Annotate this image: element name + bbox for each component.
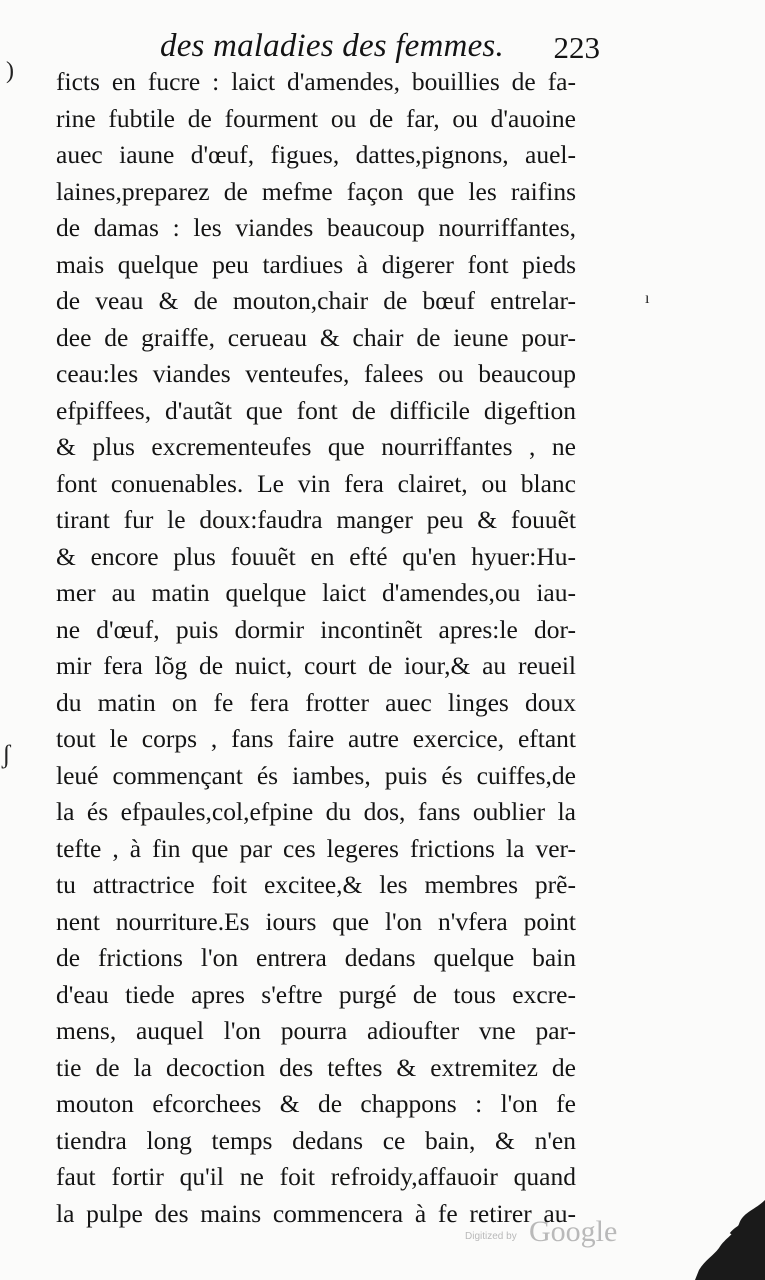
text-line: leué commençant és iambes, puis és cuiffes,de <box>56 760 576 790</box>
text-line: font conuenables. Le vin fera clairet, ou blanc <box>56 468 576 498</box>
text-line: tiendra long temps dedans ce bain, & n'en <box>56 1125 576 1155</box>
text-line: dee de graiffe, cerueau & chair de ieune pour- <box>56 322 576 352</box>
text-line: mir fera lõg de nuict, court de iour,& au reueil <box>56 651 576 680</box>
text-line: faut fortir qu'il ne foit refroidy,affauoir quand <box>56 1162 576 1191</box>
digitized-watermark <box>465 1215 635 1255</box>
text-line: mens, auquel l'on pourra adioufter vne par- <box>56 1016 576 1045</box>
text-line: la pulpe des mains commencera à fe retirer au- <box>56 1198 576 1228</box>
margin-mark: ʃ <box>2 740 11 769</box>
text-line: d'eau tiede apres s'eftre purgé de tous excre- <box>56 979 576 1009</box>
text-line: nent nourriture.Es iours que l'on n'vfera point <box>56 906 576 936</box>
text-line: laines,preparez de mefme façon que les raifins <box>56 176 576 206</box>
watermark-prefix: Digitized by <box>465 1231 517 1242</box>
text-line: tefte , à fin que par ces legeres frictions la ver- <box>56 833 576 863</box>
text-line: tu attractrice foit excitee,& les membres prẽ- <box>56 870 576 899</box>
text-line: auec iaune d'œuf, figues, dattes,pignons, auel- <box>56 140 576 169</box>
google-logo: Google <box>529 1215 618 1248</box>
margin-mark: ı <box>645 290 650 307</box>
text-line: & plus excrementeufes que nourriffantes , ne <box>56 432 576 461</box>
running-head <box>160 28 600 68</box>
text-line: de damas : les viandes beaucoup nourriffantes, <box>56 213 576 242</box>
text-line: de veau & de mouton,chair de bœuf entrelar- <box>56 286 576 315</box>
margin-mark: ) <box>6 58 14 84</box>
body-text <box>56 64 576 1232</box>
ink-smudge <box>695 1190 765 1280</box>
text-line: la és efpaules,col,efpine du dos, fans oublier la <box>56 797 576 826</box>
page-number: 223 <box>553 30 600 65</box>
text-line: de frictions l'on entrera dedans quelque bain <box>56 943 576 972</box>
text-line: & encore plus fouuẽt en efté qu'en hyuer:Hu- <box>56 541 576 571</box>
text-line: ficts en fucre : laict d'amendes, bouillies de fa- <box>56 67 576 96</box>
text-line: tie de la decoction des teftes & extremitez de <box>56 1052 576 1082</box>
text-line: ne d'œuf, puis dormir incontinẽt apres:le dor- <box>56 614 576 644</box>
text-line: mer au matin quelque laict d'amendes,ou iau- <box>56 578 576 607</box>
text-line: du matin on fe fera frotter auec linges doux <box>56 687 576 717</box>
running-title: des maladies des femmes. <box>160 28 504 64</box>
text-line: ceau:les viandes venteufes, falees ou beaucoup <box>56 359 576 388</box>
text-line: tirant fur le doux:faudra manger peu & fouuẽt <box>56 505 576 534</box>
text-line: tout le corps , fans faire autre exercice, eftant <box>56 724 576 753</box>
text-line: mouton efcorchees & de chappons : l'on fe <box>56 1089 576 1118</box>
text-line: efpiffees, d'autãt que font de difficile digeftion <box>56 395 576 425</box>
text-line: mais quelque peu tardiues à digerer font pieds <box>56 249 576 279</box>
text-line: rine fubtile de fourment ou de far, ou d'auoine <box>56 103 576 133</box>
